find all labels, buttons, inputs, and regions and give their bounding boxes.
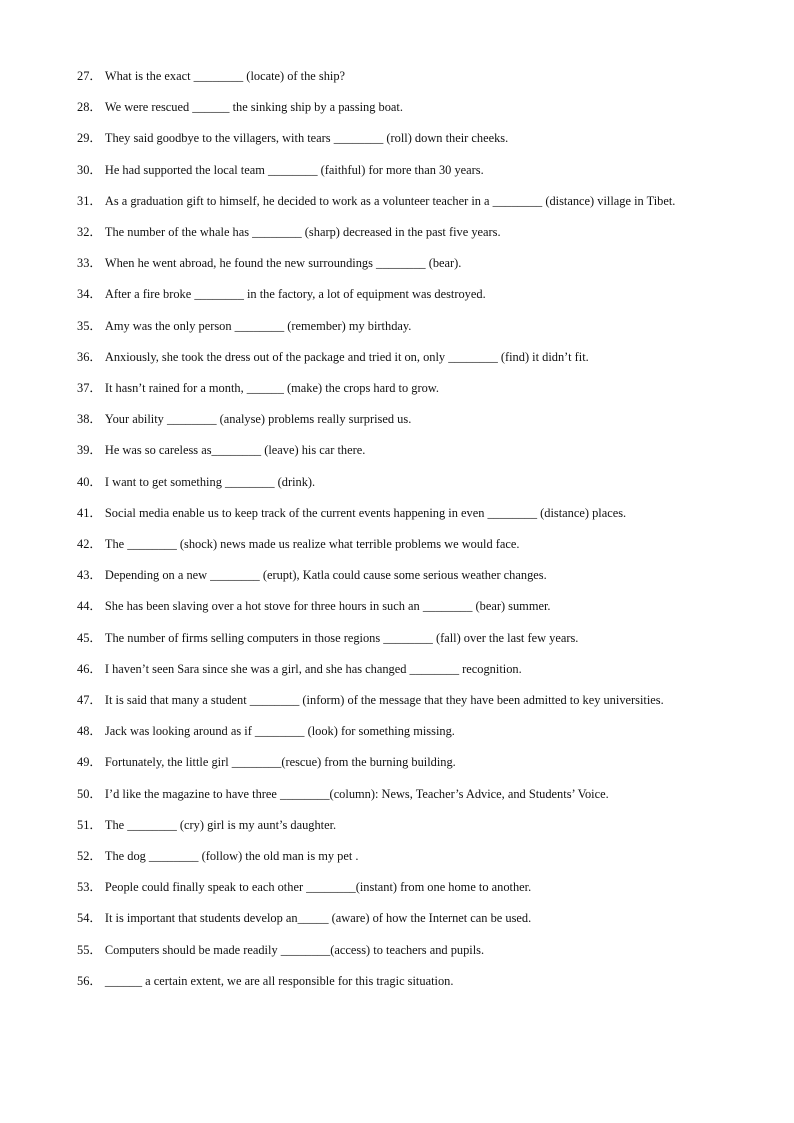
question-53 — [77, 872, 718, 903]
question-text: When he went abroad, he found the new surroundings ________ (bear). — [104, 256, 462, 271]
question-text: ______ a certain extent, we are all responsible for this tragic situation. — [104, 973, 454, 988]
question-number: 43． — [77, 568, 102, 583]
question-text: What is the exact ________ (locate) of the ship? — [104, 69, 346, 83]
question-text: They said goodbye to the villagers, with tears ________ (roll) down their cheeks. — [104, 131, 509, 146]
question-44 — [77, 591, 718, 622]
question-number: 52． — [77, 849, 102, 864]
question-text: The dog ________ (follow) the old man is my pet . — [104, 849, 359, 864]
question-text: Jack was looking around as if ________ (look) for something missing. — [104, 724, 455, 739]
worksheet-page — [77, 61, 718, 997]
question-47 — [77, 685, 718, 716]
question-number: 31． — [77, 193, 102, 208]
question-number: 53． — [77, 880, 102, 895]
question-number: 33． — [77, 256, 102, 271]
question-text: She has been slaving over a hot stove for three hours in such an ________ (bear) summer. — [104, 599, 551, 614]
question-27 — [77, 61, 718, 92]
question-51 — [77, 810, 718, 841]
question-37 — [77, 373, 718, 404]
question-number: 29． — [77, 131, 102, 146]
question-36 — [77, 342, 718, 373]
question-35 — [77, 311, 718, 342]
question-text: We were rescued ______ the sinking ship by a passing boat. — [104, 100, 403, 115]
question-text: As a graduation gift to himself, he decided to work as a volunteer teacher in a ________ (distance) village in Tibet. — [104, 193, 676, 208]
question-number: 37． — [77, 381, 102, 396]
question-number: 55． — [77, 942, 102, 957]
question-text: It is said that many a student ________ (inform) of the message that they have been admitted to key universities. — [104, 693, 664, 708]
question-number: 46． — [77, 661, 102, 676]
question-text: I want to get something ________ (drink). — [104, 474, 316, 489]
question-38 — [77, 404, 718, 435]
question-33 — [77, 248, 718, 279]
question-52 — [77, 841, 718, 872]
question-number: 51． — [77, 817, 102, 832]
question-text: Social media enable us to keep track of the current events happening in even ________ (distance) places. — [104, 505, 627, 520]
question-45 — [77, 623, 718, 654]
question-50 — [77, 779, 718, 810]
question-40 — [77, 467, 718, 498]
question-41 — [77, 498, 718, 529]
question-54 — [77, 903, 718, 934]
question-text: The number of the whale has ________ (sharp) decreased in the past five years. — [104, 225, 501, 240]
question-number: 56． — [77, 973, 102, 988]
question-39 — [77, 435, 718, 466]
question-text: He had supported the local team ________ (faithful) for more than 30 years. — [104, 162, 484, 177]
question-number: 47． — [77, 693, 102, 708]
question-text: The number of firms selling computers in those regions ________ (fall) over the last few years. — [104, 630, 579, 645]
question-number: 27． — [77, 69, 102, 83]
question-number: 39． — [77, 443, 102, 458]
question-number: 44． — [77, 599, 102, 614]
question-text: I haven’t seen Sara since she was a girl, and she has changed ________ recognition. — [104, 661, 522, 676]
question-number: 40． — [77, 474, 102, 489]
question-text: Computers should be made readily ________(access) to teachers and pupils. — [104, 942, 485, 957]
question-number: 28． — [77, 100, 102, 115]
question-number: 42． — [77, 537, 102, 552]
question-text: Depending on a new ________ (erupt), Katla could cause some serious weather changes. — [104, 568, 547, 583]
question-number: 41． — [77, 505, 102, 520]
question-text: It is important that students develop an_____ (aware) of how the Internet can be used. — [104, 911, 532, 926]
question-number: 38． — [77, 412, 102, 427]
question-number: 32． — [77, 225, 102, 240]
question-29 — [77, 123, 718, 154]
question-text: Amy was the only person ________ (remember) my birthday. — [104, 318, 412, 333]
question-number: 35． — [77, 318, 102, 333]
question-number: 45． — [77, 630, 102, 645]
question-text: It hasn’t rained for a month, ______ (make) the crops hard to grow. — [104, 381, 440, 396]
question-49 — [77, 747, 718, 778]
question-34 — [77, 279, 718, 310]
question-text: The ________ (shock) news made us realize what terrible problems we would face. — [104, 537, 520, 552]
question-number: 48． — [77, 724, 102, 739]
question-43 — [77, 560, 718, 591]
question-28 — [77, 92, 718, 123]
question-56 — [77, 966, 718, 997]
question-42 — [77, 529, 718, 560]
question-text: After a fire broke ________ in the factory, a lot of equipment was destroyed. — [104, 287, 486, 302]
question-number: 30． — [77, 162, 102, 177]
question-number: 54． — [77, 911, 102, 926]
question-text: Fortunately, the little girl ________(rescue) from the burning building. — [104, 755, 456, 770]
question-31 — [77, 186, 718, 217]
question-48 — [77, 716, 718, 747]
question-32 — [77, 217, 718, 248]
question-text: The ________ (cry) girl is my aunt’s daughter. — [104, 817, 337, 832]
question-number: 34． — [77, 287, 102, 302]
question-55 — [77, 935, 718, 966]
question-number: 50． — [77, 786, 102, 801]
question-number: 36． — [77, 349, 102, 364]
question-46 — [77, 654, 718, 685]
question-number: 49． — [77, 755, 102, 770]
question-text: Your ability ________ (analyse) problems really surprised us. — [104, 412, 412, 427]
question-text: People could finally speak to each other ________(instant) from one home to another. — [104, 880, 532, 895]
question-text: I’d like the magazine to have three ________(column): News, Teacher’s Advice, and Students’ Voice. — [104, 786, 609, 801]
question-text: He was so careless as________ (leave) his car there. — [104, 443, 366, 458]
question-30 — [77, 155, 718, 186]
question-text: Anxiously, she took the dress out of the package and tried it on, only ________ (find) it didn’t fit. — [104, 349, 589, 364]
